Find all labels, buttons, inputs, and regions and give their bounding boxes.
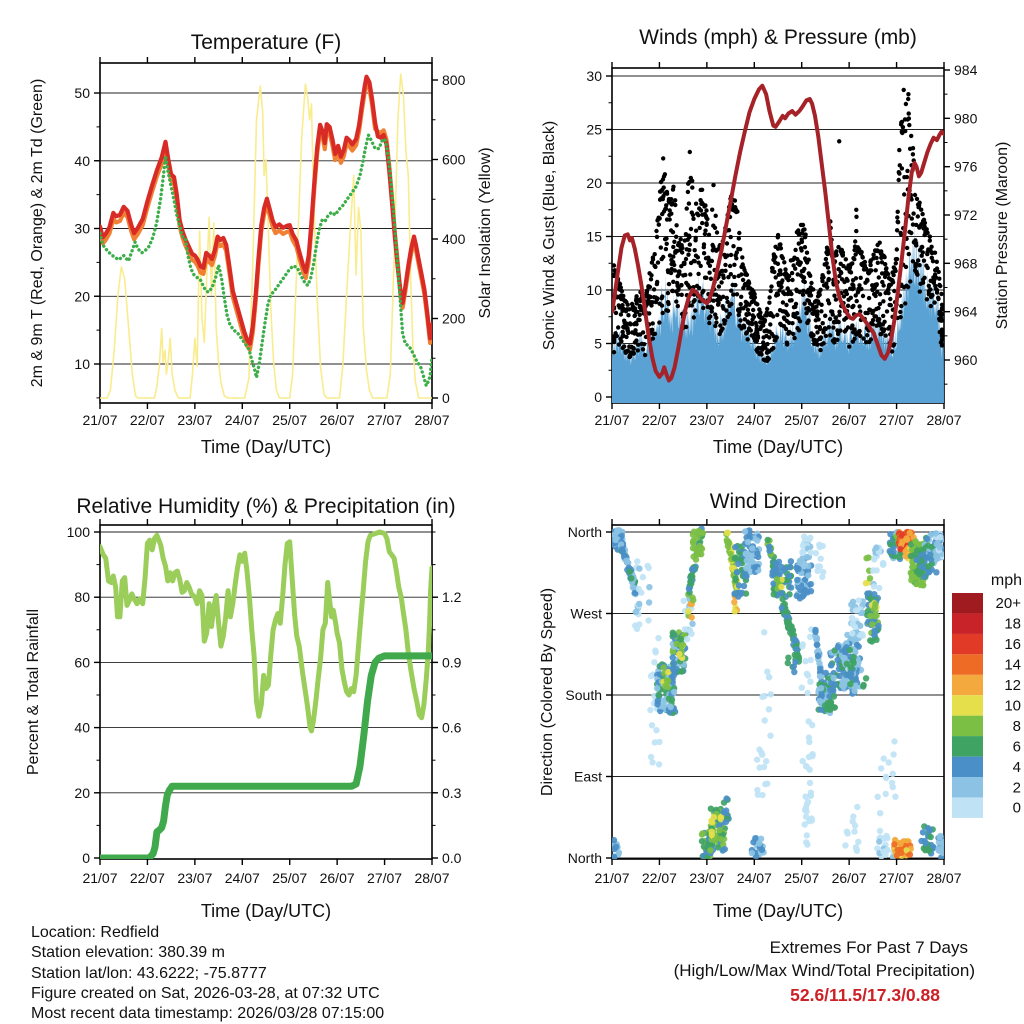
svg-text:40: 40 xyxy=(74,719,90,736)
svg-text:1.2: 1.2 xyxy=(442,589,462,606)
svg-text:0: 0 xyxy=(442,390,450,406)
station-location: Location: Redfield xyxy=(31,924,160,941)
svg-text:400: 400 xyxy=(442,231,466,247)
svg-text:16: 16 xyxy=(1004,636,1021,654)
svg-text:23/07: 23/07 xyxy=(689,870,725,886)
svg-text:27/07: 27/07 xyxy=(367,870,403,886)
station-info xyxy=(31,923,384,1024)
svg-text:10: 10 xyxy=(74,356,90,372)
svg-text:22/07: 22/07 xyxy=(129,412,165,428)
svg-text:23/07: 23/07 xyxy=(177,870,213,886)
svg-text:60: 60 xyxy=(74,654,90,671)
winds_pressure-title: Winds (mph) & Pressure (mb) xyxy=(639,26,917,49)
svg-text:mph: mph xyxy=(990,572,1022,589)
svg-text:East: East xyxy=(573,768,602,785)
svg-text:6: 6 xyxy=(1012,738,1021,756)
svg-text:600: 600 xyxy=(442,151,466,168)
humidity_precip-title: Relative Humidity (%) & Precipitation (in) xyxy=(76,495,456,518)
svg-text:23/07: 23/07 xyxy=(689,412,725,428)
svg-text:10: 10 xyxy=(586,282,602,298)
svg-text:27/07: 27/07 xyxy=(879,412,915,428)
svg-text:40: 40 xyxy=(74,152,90,169)
winds_pressure-data xyxy=(612,86,944,403)
svg-text:25/07: 25/07 xyxy=(784,870,820,886)
svg-text:20+: 20+ xyxy=(995,595,1021,613)
svg-text:0: 0 xyxy=(594,389,602,405)
extremes-title: Extremes For Past 7 Days xyxy=(769,938,968,957)
svg-text:0: 0 xyxy=(82,850,90,866)
data-timestamp: Most recent data timestamp: 2026/03/28 07:15:00 xyxy=(31,1005,385,1023)
svg-text:28/07: 28/07 xyxy=(926,412,962,428)
svg-text:21/07: 21/07 xyxy=(82,870,118,886)
svg-text:22/07: 22/07 xyxy=(641,412,677,428)
temperature-title: Temperature (F) xyxy=(190,31,342,54)
station-latlon: Station lat/lon: 43.6222; -75.8777 xyxy=(31,964,267,982)
svg-text:25/07: 25/07 xyxy=(272,412,308,428)
svg-text:0.6: 0.6 xyxy=(442,719,462,736)
svg-text:26/07: 26/07 xyxy=(831,870,867,886)
svg-text:0.9: 0.9 xyxy=(442,654,462,671)
svg-text:0.0: 0.0 xyxy=(442,850,462,866)
wind_direction-panel xyxy=(539,490,962,921)
svg-text:25/07: 25/07 xyxy=(784,412,820,428)
svg-text:27/07: 27/07 xyxy=(879,870,915,886)
figure-created: Figure created on Sat, 2026-03-28, at 07:32 UTC xyxy=(31,984,380,1002)
svg-text:960: 960 xyxy=(954,352,978,368)
svg-text:24/07: 24/07 xyxy=(224,412,260,428)
svg-text:24/07: 24/07 xyxy=(736,870,772,886)
svg-text:200: 200 xyxy=(442,310,466,327)
svg-text:5: 5 xyxy=(594,335,602,352)
svg-text:20: 20 xyxy=(586,175,602,191)
svg-text:21/07: 21/07 xyxy=(594,870,630,886)
svg-text:Time (Day/UTC): Time (Day/UTC) xyxy=(200,437,332,457)
wind_direction-data xyxy=(611,525,946,861)
svg-text:8: 8 xyxy=(1012,717,1021,735)
humidity_precip-data xyxy=(100,532,432,858)
svg-text:Percent & Total Rainfall: Percent & Total Rainfall xyxy=(25,608,42,776)
svg-text:25: 25 xyxy=(586,121,602,138)
svg-text:50: 50 xyxy=(74,85,90,101)
svg-text:968: 968 xyxy=(954,255,978,272)
svg-text:800: 800 xyxy=(442,72,466,88)
svg-text:24/07: 24/07 xyxy=(736,412,772,428)
svg-text:28/07: 28/07 xyxy=(414,412,450,428)
svg-text:26/07: 26/07 xyxy=(319,870,355,886)
svg-text:22/07: 22/07 xyxy=(129,870,165,886)
temperature-panel xyxy=(29,31,494,457)
svg-text:15: 15 xyxy=(586,228,602,245)
svg-text:10: 10 xyxy=(1004,697,1021,715)
svg-text:20: 20 xyxy=(74,784,90,801)
svg-text:27/07: 27/07 xyxy=(367,412,403,428)
svg-text:23/07: 23/07 xyxy=(177,412,213,428)
svg-text:12: 12 xyxy=(1004,677,1021,695)
svg-text:28/07: 28/07 xyxy=(414,870,450,886)
svg-text:14: 14 xyxy=(1004,656,1021,674)
temperature-data xyxy=(100,74,432,398)
svg-text:2: 2 xyxy=(1012,779,1021,797)
svg-text:964: 964 xyxy=(954,303,978,320)
svg-text:22/07: 22/07 xyxy=(641,870,677,886)
svg-text:30: 30 xyxy=(586,68,602,84)
svg-text:Time (Day/UTC): Time (Day/UTC) xyxy=(712,437,844,457)
svg-text:18: 18 xyxy=(1004,615,1021,633)
svg-text:Solar Insolation (Yellow): Solar Insolation (Yellow) xyxy=(477,147,494,319)
svg-text:976: 976 xyxy=(954,158,978,175)
wind_direction-title: Wind Direction xyxy=(709,490,847,513)
svg-text:Station Pressure (Maroon): Station Pressure (Maroon) xyxy=(994,141,1011,330)
svg-text:980: 980 xyxy=(954,110,978,127)
winds_pressure-panel xyxy=(541,26,1011,457)
svg-text:Direction (Colored By Speed): Direction (Colored By Speed) xyxy=(539,587,556,797)
svg-text:24/07: 24/07 xyxy=(224,870,260,886)
svg-text:South: South xyxy=(565,687,602,703)
svg-text:26/07: 26/07 xyxy=(319,412,355,428)
svg-text:25/07: 25/07 xyxy=(272,870,308,886)
svg-text:North: North xyxy=(567,850,602,866)
speed-colorbar xyxy=(952,572,1022,818)
svg-text:West: West xyxy=(570,605,602,622)
extremes-subtitle: (High/Low/Max Wind/Total Precipitation) xyxy=(673,961,975,980)
svg-text:21/07: 21/07 xyxy=(82,412,118,428)
svg-text:100: 100 xyxy=(66,524,90,540)
svg-text:80: 80 xyxy=(74,589,90,606)
svg-text:972: 972 xyxy=(954,207,978,223)
svg-text:4: 4 xyxy=(1012,758,1021,776)
svg-text:26/07: 26/07 xyxy=(831,412,867,428)
svg-text:0: 0 xyxy=(1012,799,1021,817)
extremes-values: 52.6/11.5/17.3/0.88 xyxy=(790,985,940,1005)
svg-text:28/07: 28/07 xyxy=(926,870,962,886)
station-elevation: Station elevation: 380.39 m xyxy=(31,944,225,962)
svg-text:Time (Day/UTC): Time (Day/UTC) xyxy=(712,901,844,921)
svg-text:Sonic Wind & Gust (Blue, Black: Sonic Wind & Gust (Blue, Black) xyxy=(541,120,558,351)
svg-text:0.3: 0.3 xyxy=(442,784,462,801)
svg-text:2m & 9m T (Red, Orange) & 2m T: 2m & 9m T (Red, Orange) & 2m Td (Green) xyxy=(29,78,46,388)
humidity_precip-panel xyxy=(25,495,462,921)
svg-text:North: North xyxy=(567,524,602,540)
svg-text:21/07: 21/07 xyxy=(594,412,630,428)
svg-text:984: 984 xyxy=(954,62,978,78)
svg-text:Time (Day/UTC): Time (Day/UTC) xyxy=(200,901,332,921)
svg-text:30: 30 xyxy=(74,220,90,237)
svg-text:20: 20 xyxy=(74,288,90,305)
